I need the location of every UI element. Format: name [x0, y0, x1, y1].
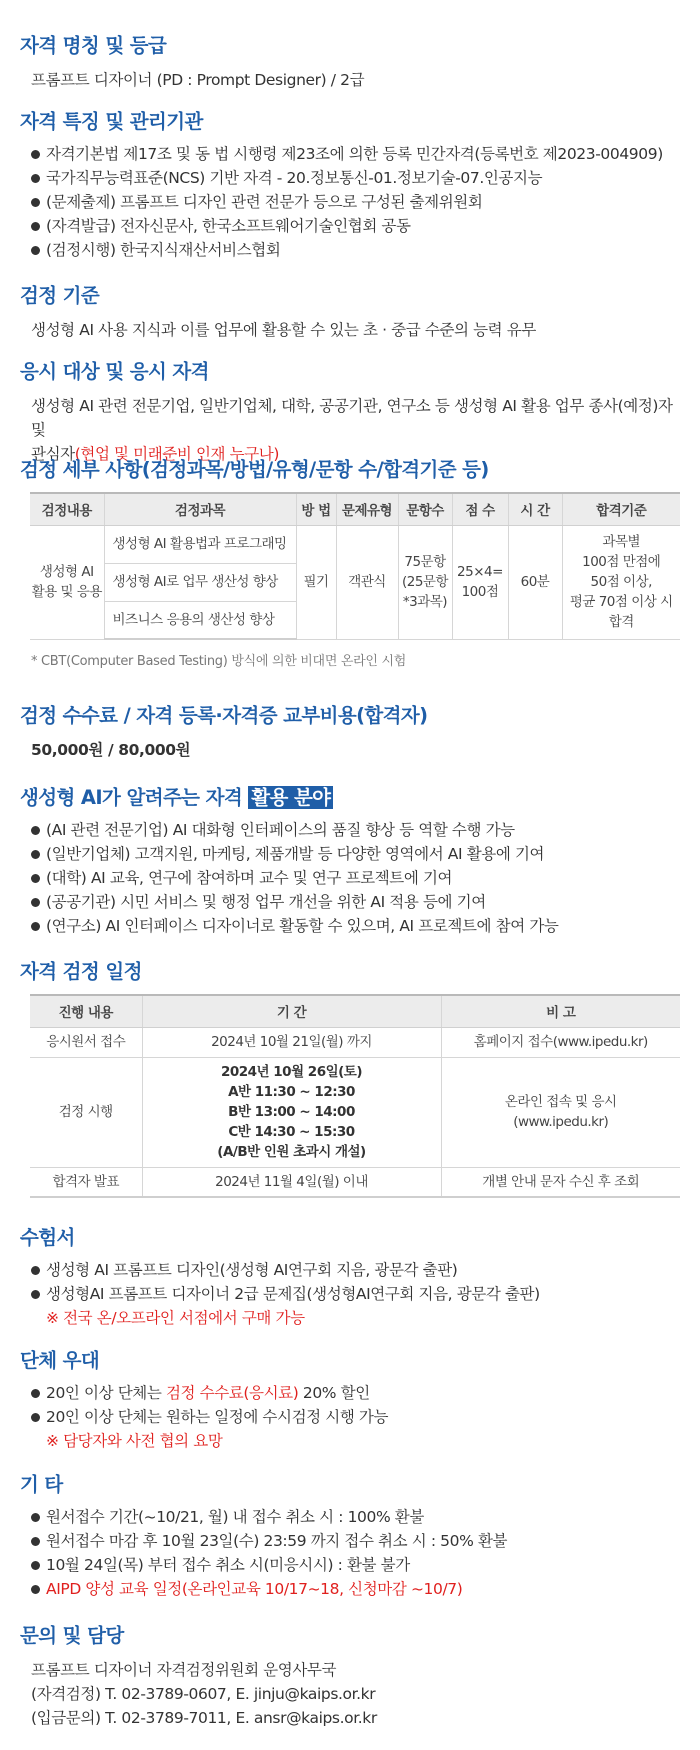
- section-qualification-name: [20, 30, 680, 92]
- time-cell: 60분: [508, 525, 562, 639]
- list-item: (공공기관) 시민 서비스 및 행정 업무 개선을 위한 AI 적용 등에 기여: [30, 890, 680, 914]
- section-group-discount: [20, 1345, 680, 1453]
- section-title: 단체 우대: [20, 1349, 100, 1372]
- exam-details-table: [30, 492, 680, 640]
- section-title: 자격 검정 일정: [20, 960, 142, 983]
- section-title: 검정 수수료 / 자격 등록·자격증 교부비용(합격자): [20, 704, 428, 727]
- books-note: ※ 전국 온/오프라인 서점에서 구매 가능: [46, 1309, 305, 1327]
- cbt-note: * CBT(Computer Based Testing) 방식에 의한 비대면 온라인 시험: [31, 654, 407, 669]
- contact-line: (자격검정) T. 02-3789-0607, E. jinju@kaips.or.kr: [31, 1685, 376, 1703]
- section-eligibility: [20, 356, 680, 466]
- section-title: 응시 대상 및 응시 자격: [20, 360, 209, 383]
- list-item: (AI 관련 전문기업) AI 대화형 인터페이스의 품질 향상 등 역할 수행 가능: [30, 818, 680, 842]
- bullet-list: [30, 1381, 680, 1429]
- table-header: 비 고: [441, 995, 680, 1027]
- list-item: 생성형 AI 프롬프트 디자인(생성형 AI연구회 지음, 광문각 출판): [30, 1258, 680, 1282]
- list-item: 원서접수 마감 후 10월 23일(수) 23:59 까지 접수 취소 시 : 50% 환불: [30, 1529, 680, 1553]
- section-title: 자격 명칭 및 등급: [20, 34, 167, 57]
- section-title: 생성형 AI가 알려주는 자격 활용 분야: [20, 782, 680, 810]
- list-item: 자격기본법 제17조 및 동 법 시행령 제23조에 의한 등록 민간자격(등록번호 제2023-004909): [30, 142, 680, 166]
- schedule-note: 홈페이지 접수(www.ipedu.kr): [441, 1027, 680, 1057]
- eligibility-text-2: 관심자: [31, 445, 75, 463]
- group-note: ※ 담당자와 사전 협의 요망: [46, 1432, 223, 1450]
- table-header: 문제유형: [336, 493, 398, 525]
- section-etc: [20, 1469, 680, 1601]
- bullet-list: [30, 1258, 680, 1306]
- schedule-note: 온라인 접속 및 응시 (www.ipedu.kr): [441, 1057, 680, 1167]
- score-cell: 25×4= 100점: [452, 525, 508, 639]
- section-title: 문의 및 담당: [20, 1624, 124, 1647]
- table-header: 점 수: [452, 493, 508, 525]
- section-criteria: [20, 280, 680, 342]
- section-fees: [20, 700, 680, 762]
- list-item: (연구소) AI 인터페이스 디자이너로 활동할 수 있으며, AI 프로젝트에 참여 가능: [30, 914, 680, 938]
- table-row: [30, 525, 680, 563]
- fee-text: 50,000원 / 80,000원: [31, 741, 191, 759]
- schedule-note: 개별 안내 문자 수신 후 조회: [441, 1167, 680, 1197]
- schedule-item: 검정 시행: [30, 1057, 142, 1167]
- method-cell: 필기: [296, 525, 336, 639]
- bullet-list: [30, 818, 680, 938]
- list-item: 원서접수 기간(~10/21, 월) 내 접수 취소 시 : 100% 환불: [30, 1505, 680, 1529]
- section-features: [20, 106, 680, 262]
- list-item: 생성형AI 프롬프트 디자이너 2급 문제집(생성형AI연구회 지음, 광문각 출판): [30, 1282, 680, 1306]
- section-text: 프롬프트 디자이너 (PD : Prompt Designer) / 2급: [31, 71, 365, 89]
- list-item: (대학) AI 교육, 연구에 참여하며 교수 및 연구 프로젝트에 기여: [30, 866, 680, 890]
- contact-line: (입금문의) T. 02-3789-7011, E. ansr@kaips.or.kr: [31, 1709, 377, 1727]
- section-title: 검정 세부 사항(검정과목/방법/유형/문항 수/합격기준 등): [20, 458, 489, 481]
- bullet-list: [30, 142, 680, 262]
- bullet-list: [30, 1505, 680, 1601]
- exam-content-cell: 생성형 AI 활용 및 응용: [30, 525, 104, 639]
- section-text: 생성형 AI 사용 지식과 이를 업무에 활용할 수 있는 초 · 중급 수준의 능력 유무: [31, 321, 536, 339]
- schedule-period: 2024년 11월 4일(월) 이내: [142, 1167, 441, 1197]
- table-row: [30, 1057, 680, 1167]
- section-contact: [20, 1620, 680, 1730]
- section-title: 수험서: [20, 1226, 75, 1249]
- table-header-row: [30, 493, 680, 525]
- section-exam-details: [20, 454, 680, 669]
- section-title: 기 타: [20, 1473, 63, 1496]
- table-header: 방 법: [296, 493, 336, 525]
- section-title: 자격 특징 및 관리기관: [20, 110, 203, 133]
- list-item: (문제출제) 프롬프트 디자인 관련 전문가 등으로 구성된 출제위원회: [30, 190, 680, 214]
- table-header: 시 간: [508, 493, 562, 525]
- list-item: (자격발급) 전자신문사, 한국소프트웨어기술인협회 공동: [30, 214, 680, 238]
- contact-line: 프롬프트 디자이너 자격검정위원회 운영사무국: [31, 1661, 337, 1679]
- list-item: 20인 이상 단체는 원하는 일정에 수시검정 시행 가능: [30, 1405, 680, 1429]
- eligibility-highlight: (현업 및 미래준비 인재 누구나): [74, 445, 280, 463]
- list-item: 국가직무능력표준(NCS) 기반 자격 - 20.정보통신-01.정보기술-07.인공지능: [30, 166, 680, 190]
- discount-highlight: 검정 수수료(응시료): [165, 1384, 299, 1402]
- section-books: [20, 1222, 680, 1330]
- contact-lines: [31, 1658, 680, 1730]
- title-highlight: 활용 분야: [248, 786, 333, 809]
- list-item: (검정시행) 한국지식재산서비스협회: [30, 238, 680, 262]
- pass-criteria-cell: 과목별 100점 만점에 50점 이상, 평균 70점 이상 시 합격: [562, 525, 680, 639]
- table-header: 검정과목: [104, 493, 296, 525]
- list-item: AIPD 양성 교육 일정(온라인교육 10/17~18, 신청마감 ~10/7): [30, 1577, 680, 1601]
- schedule-period: 2024년 10월 21일(월) 까지: [142, 1027, 441, 1057]
- subject-cell: 생성형 AI 활용법과 프로그래밍: [104, 525, 296, 563]
- table-header-row: [30, 995, 680, 1027]
- schedule-item: 합격자 발표: [30, 1167, 142, 1197]
- table-header: 진행 내용: [30, 995, 142, 1027]
- table-header: 기 간: [142, 995, 441, 1027]
- section-title: 검정 기준: [20, 284, 100, 307]
- table-header: 합격기준: [562, 493, 680, 525]
- list-item: 10월 24일(목) 부터 접수 취소 시(미응시시) : 환불 불가: [30, 1553, 680, 1577]
- eligibility-text: 생성형 AI 관련 전문기업, 일반기업체, 대학, 공공기관, 연구소 등 생성형 AI 활용 업무 종사(예정)자 및: [31, 397, 673, 439]
- table-row: [30, 1167, 680, 1197]
- question-type-cell: 객관식: [336, 525, 398, 639]
- schedule-period: 2024년 10월 26일(토) A반 11:30 ~ 12:30 B반 13:00 ~ 14:00 C반 14:30 ~ 15:30 (A/B반 인원 초과시 개설): [142, 1057, 441, 1167]
- list-item: (일반기업체) 고객지원, 마케팅, 제품개발 등 다양한 영역에서 AI 활용에 기여: [30, 842, 680, 866]
- list-item: 20인 이상 단체는 검정 수수료(응시료) 20% 할인: [30, 1381, 680, 1405]
- subject-cell: 비즈니스 응용의 생산성 향상: [104, 601, 296, 639]
- schedule-item: 응시원서 접수: [30, 1027, 142, 1057]
- schedule-table: [30, 994, 680, 1198]
- question-count-cell: 75문항 (25문항 *3과목): [398, 525, 452, 639]
- table-header: 문항수: [398, 493, 452, 525]
- table-row: [30, 1027, 680, 1057]
- table-header: 검정내용: [30, 493, 104, 525]
- section-schedule: [20, 956, 680, 1198]
- subject-cell: 생성형 AI로 업무 생산성 향상: [104, 563, 296, 601]
- section-fields: [20, 782, 680, 938]
